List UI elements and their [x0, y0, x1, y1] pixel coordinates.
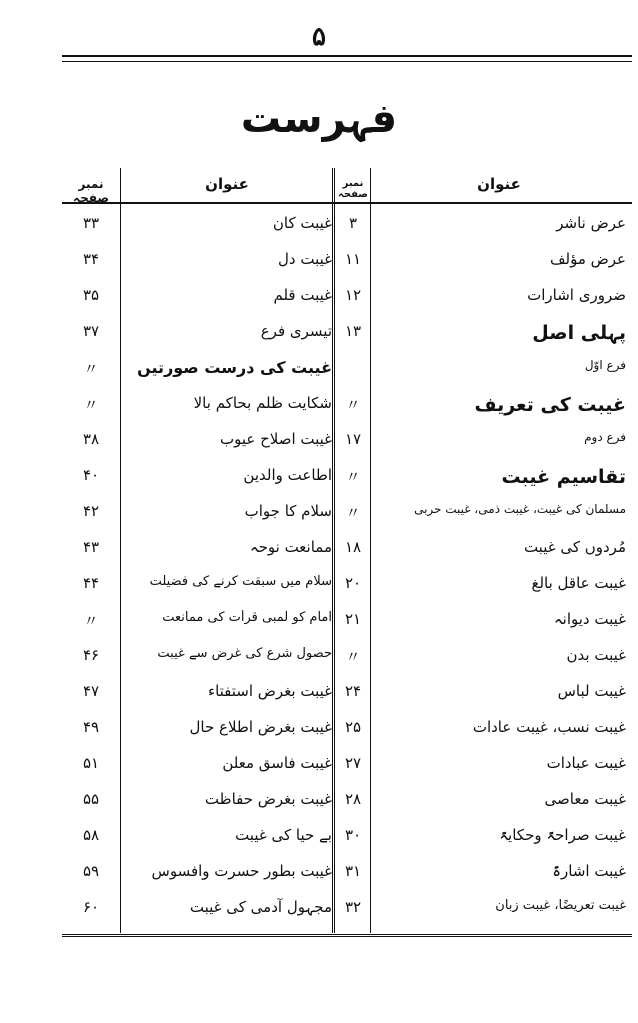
entry-page: 〃: [345, 396, 361, 414]
entry-title: غیبت بدن: [566, 646, 626, 664]
entry-title: حصول شرع کی غرض سے غیبت: [157, 646, 332, 661]
table-row: [62, 532, 632, 566]
entry-title: مسلمان کی غیبت، غیبت ذمی، غیبت حربی: [414, 502, 626, 516]
header-right-page: نمبر صفحہ: [338, 178, 368, 200]
entry-title: ممانعت نوحہ: [249, 538, 332, 556]
entry-title: غیبت دل: [278, 250, 332, 268]
table-row: [62, 388, 632, 422]
table-row: [62, 244, 632, 278]
entry-title: غیبت نسب، غیبت عادات: [472, 718, 626, 736]
table-row: [62, 316, 632, 350]
entry-page: ۳۰: [344, 826, 362, 844]
entry-page: ۳۱: [344, 862, 362, 880]
entry-page: ۱۷: [344, 430, 362, 448]
header-left-page: نمبر صفحہ: [73, 177, 109, 205]
entry-page: 〃: [345, 468, 361, 486]
entry-page: 〃: [83, 360, 99, 378]
entry-page: ۴۶: [82, 646, 100, 664]
top-rule-thick: [62, 55, 632, 57]
header-right-title: عنوان: [477, 175, 521, 193]
table-row: [62, 640, 632, 674]
entry-page: 〃: [345, 504, 361, 522]
entry-page: ۵۱: [82, 754, 100, 772]
entry-page: 〃: [83, 396, 99, 414]
toc-table: [62, 168, 632, 933]
entry-page: ۱۸: [344, 538, 362, 556]
table-row: [62, 460, 632, 494]
toc-header: [62, 168, 632, 204]
table-row: [62, 712, 632, 746]
entry-page: ۳۴: [82, 250, 100, 268]
entry-title: پہلی اصل: [532, 322, 626, 344]
table-row: [62, 820, 632, 854]
entry-page: ۴۰: [82, 466, 100, 484]
entry-page: ۲۷: [344, 754, 362, 772]
entry-title: تقاسیم غیبت: [501, 466, 626, 488]
entry-page: ۲۵: [344, 718, 362, 736]
entry-page: ۵۸: [82, 826, 100, 844]
entry-title: غیبت بطور حسرت وافسوس: [151, 862, 332, 880]
entry-page: 〃: [83, 612, 99, 630]
entry-page: ۱۲: [344, 286, 362, 304]
entry-page: ۲۸: [344, 790, 362, 808]
entry-title: سلام میں سبقت کرنے کی فضیلت: [149, 574, 332, 589]
entry-title: ضروری اشارات: [527, 286, 626, 304]
entry-title: مجہول آدمی کی غیبت: [189, 898, 332, 916]
entry-title: غیبت عاقل بالغ: [531, 574, 626, 592]
table-row: [62, 748, 632, 782]
entry-title: شکایت ظلم بحاکم بالا: [193, 394, 332, 412]
entry-page: ۴۴: [82, 574, 100, 592]
entry-title: غیبت صراحۃً وحکایۃً: [499, 826, 626, 844]
entry-page: ۱۱: [344, 250, 362, 268]
table-row: [62, 856, 632, 890]
entry-title: غیبت بغرض حفاظت: [204, 790, 332, 808]
table-row: [62, 892, 632, 926]
page-title: فہرست: [240, 96, 398, 142]
bottom-rule: [62, 934, 632, 937]
entry-title: امام کو لمبی قرأت کی ممانعت: [162, 610, 332, 625]
entry-title: غیبت دیوانہ: [553, 610, 626, 628]
table-row: [62, 676, 632, 710]
entry-title: غیبت معاصی: [544, 790, 626, 808]
entry-page: ۴۲: [82, 502, 100, 520]
entry-page: ۵۵: [82, 790, 100, 808]
top-rule-thin: [62, 61, 632, 62]
table-row: [62, 784, 632, 818]
table-row: [62, 496, 632, 530]
entry-page: ۴۷: [82, 682, 100, 700]
entry-page: ۳۸: [82, 430, 100, 448]
entry-page: ۳۵: [82, 286, 100, 304]
entry-title: اطاعت والدین: [243, 466, 332, 484]
entry-page: ۵۹: [82, 862, 100, 880]
entry-title: تیسری فرع: [260, 322, 332, 340]
entry-title: عرض مؤلف: [549, 250, 626, 268]
header-left-title: عنوان: [205, 175, 249, 193]
page-number: ۵: [312, 22, 326, 52]
entry-title: غیبت تعریضًا، غیبت زبان: [495, 898, 626, 913]
entry-title: غیبت بغرض استفتاء: [208, 682, 332, 700]
entry-title: بے حیا کی غیبت: [235, 826, 332, 844]
entry-title: عرض ناشر: [556, 214, 626, 232]
entry-title: غیبت عبادات: [546, 754, 626, 772]
entry-title: فرع اوّل: [584, 358, 626, 372]
entry-title: فرع دوم: [584, 430, 626, 444]
entry-title: غیبت کان: [272, 214, 332, 232]
entry-page: ۱۳: [344, 322, 362, 340]
entry-page: ۳: [348, 214, 358, 232]
entry-title: غیبت کی تعریف: [474, 394, 626, 416]
table-row: [62, 280, 632, 314]
entry-page: ۳۳: [82, 214, 100, 232]
entry-title: غیبت فاسق معلن: [222, 754, 332, 772]
table-row: [62, 208, 632, 242]
entry-title: غیبت کی درست صورتیں: [137, 358, 332, 377]
entry-title: غیبت قلم: [273, 286, 332, 304]
table-row: [62, 424, 632, 458]
entry-page: ۳۲: [344, 898, 362, 916]
entry-page: ۲۰: [344, 574, 362, 592]
entry-title: غیبت اشارۃً: [552, 862, 626, 880]
entry-page: ۳۷: [82, 322, 100, 340]
table-row: [62, 568, 632, 602]
entry-page: ۲۴: [344, 682, 362, 700]
entry-title: غیبت لباس: [557, 682, 626, 700]
entry-title: مُردوں کی غیبت: [523, 538, 626, 556]
entry-page: ۴۳: [82, 538, 100, 556]
entry-title: غیبت اصلاح عیوب: [219, 430, 332, 448]
entry-page: ۶۰: [82, 898, 100, 916]
entry-page: ۲۱: [344, 610, 362, 628]
table-row: [62, 352, 632, 386]
entry-page: 〃: [345, 648, 361, 666]
table-row: [62, 604, 632, 638]
entry-title: سلام کا جواب: [244, 502, 332, 520]
entry-title: غیبت بغرض اطلاع حال: [189, 718, 332, 736]
entry-page: ۴۹: [82, 718, 100, 736]
